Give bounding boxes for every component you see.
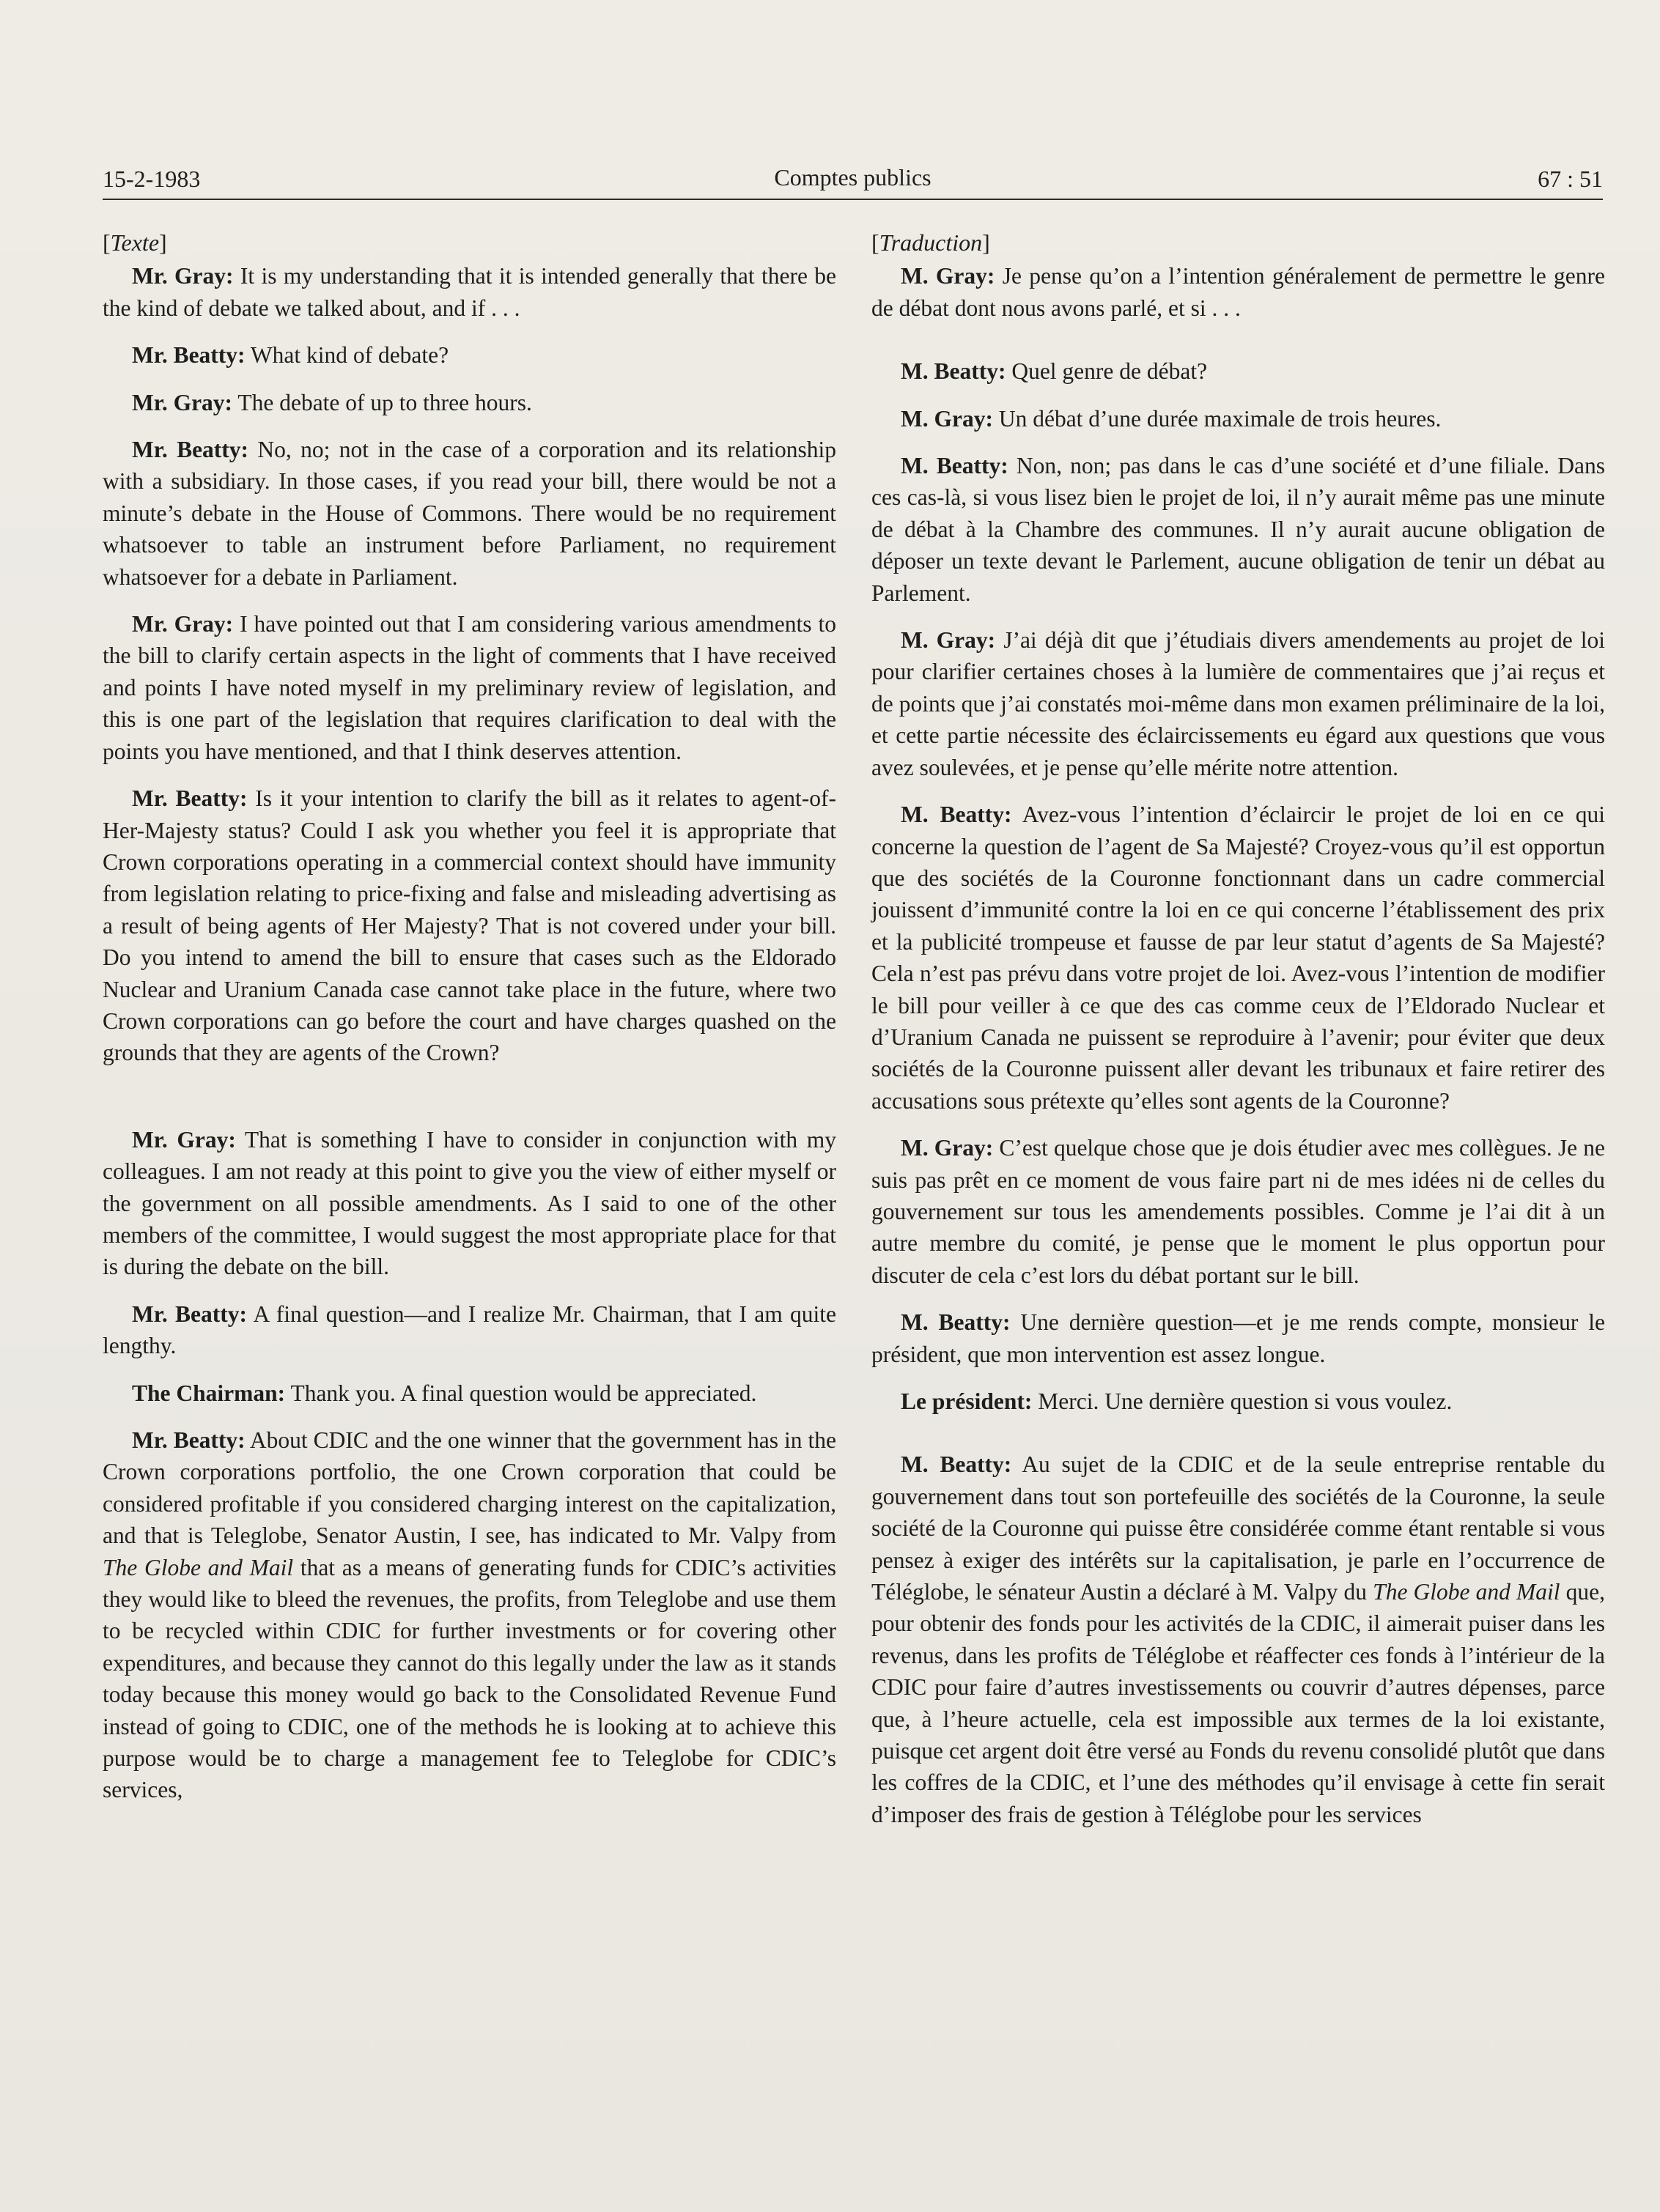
speaker-name: Mr. Beatty: (132, 785, 248, 812)
paragraph (871, 260, 1605, 324)
paragraph (871, 450, 1605, 609)
paragraph-text: Non, non; pas dans le cas d’une société et d’une filiale. Dans ces cas-là, si vous lisez bien le projet de loi, il n’y aurait même pas une minute de débat à la Chambre des communes. Il n’y aurait aucune obligation de déposer un texte devant le Parlement, aucune obligation de tenir un débat au Parlement. (871, 453, 1605, 606)
paragraph-text: A final question—and I realize Mr. Chairman, that I am quite lengthy. (103, 1301, 836, 1359)
paragraph-text: Au sujet de la CDIC et de la seule entreprise rentable du gouvernement dans tout son portefeuille des sociétés de la Couronne, la seule société de la Couronne qui puisse être considérée comme étant rentable si vous pensez à exiger des intérêts sur la capitalisation, je parle en l’occurrence de Téléglobe, le sénateur Austin a déclaré à M. Valpy du (871, 1451, 1605, 1605)
paragraph-text: Un débat d’une durée maximale de trois heures. (998, 405, 1442, 432)
speaker-name: Le président: (901, 1388, 1033, 1414)
paragraph (103, 608, 836, 767)
speaker-name: M. Gray: (901, 405, 993, 432)
spacer (871, 1432, 1605, 1449)
paragraph (871, 1306, 1605, 1370)
speaker-name: M. Beatty: (901, 1309, 1011, 1336)
speaker-name: M. Gray: (901, 627, 996, 654)
spacer (103, 1084, 836, 1124)
paragraph-text: J’ai déjà dit que j’étudiais divers amendements au projet de loi pour clarifier certaines choses à la lumière de commentaires que j’ai reçus et de points que j’ai constatés moi-même dans mon examen préliminaire de la loi, et cette partie nécessite des éclaircissements eu égard aux questions que vous avez soulevées, et je pense qu’elle mérite notre attention. (871, 627, 1605, 780)
speaker-name: M. Beatty: (901, 802, 1012, 828)
paragraph-text: Merci. Une dernière question si vous voulez. (1038, 1388, 1453, 1414)
speaker-name: M. Gray: (901, 263, 995, 289)
newspaper-title: The Globe and Mail (1373, 1579, 1560, 1605)
paragraph (103, 387, 836, 418)
paragraph-text: About CDIC and the one winner that the government has in the Crown corporations portfolio, the one Crown corporation that could be considered profitable if you considered charging interest on the capitalization, and that is Teleglobe, Senator Austin, I see, has indicated to Mr. Valpy from (103, 1427, 836, 1549)
paragraph-text: que, pour obtenir des fonds pour les activités de la CDIC, il aimerait puiser dans les revenus, dans les profits de Téléglobe et réaffecter ces fonds à l’intérieur de la CDIC pour faire d’autres investissements ou couvrir d’autres dépenses, parce que, à l’heure actuelle, cela est impossible aux termes de la loi existante, puisque cet argent doit être versé au Fonds du revenu consolidé plutôt que dans les coffres de la CDIC, et l’une des méthodes qu’il envisage à cette fin serait d’imposer des frais de gestion à Téléglobe pour les services (871, 1579, 1605, 1827)
paragraph-text: What kind of debate? (250, 342, 449, 369)
newspaper-title: The Globe and Mail (103, 1554, 294, 1580)
paragraph (871, 1386, 1605, 1417)
paragraph (871, 355, 1605, 387)
paragraph-text: Thank you. A final question would be appreciated. (290, 1380, 757, 1406)
speaker-name: M. Beatty: (901, 358, 1006, 385)
speaker-name: M. Beatty: (901, 1451, 1012, 1478)
speaker-name: Mr. Beatty: (132, 342, 246, 369)
paragraph (103, 1424, 836, 1806)
paragraph-text: That is something I have to consider in conjunction with my colleagues. I am not ready at this point to give you the view of either myself or the government on all possible amendments. As I said to one of the other members of the committee, I would suggest the most appropriate place for that is during the debate on the bill. (103, 1126, 836, 1280)
paragraph-text: I have pointed out that I am considering various amendments to the bill to clarify certain aspects in the light of comments that I have received and points I have noted myself in my preliminary review of legislation, and this is one part of the legislation that requires clarification to deal with the points you have mentioned, and that I think deserves attention. (103, 611, 837, 764)
paragraph (871, 799, 1605, 1117)
paragraph-text: No, no; not in the case of a corporation and its relationship with a subsidiary. In those cases, if you read your bill, there would be not a minute’s debate in the House of Commons. There would be no requirement whatsoever to table an instrument before Parliament, no requirement whatsoever for a debate in Parliament. (103, 437, 836, 590)
paragraph (103, 339, 836, 371)
english-column (103, 227, 836, 1821)
paragraph (103, 1124, 836, 1283)
header-title: Comptes publics (774, 164, 932, 191)
paragraph-text: It is my understanding that it is intended generally that there be the kind of debate we talked about, and if . . . (103, 263, 837, 321)
paragraph (103, 1377, 836, 1409)
paragraph (103, 434, 836, 593)
paragraph-text: Je pense qu’on a l’intention généralement de permettre le genre de débat dont nous avons parlé, et si . . . (871, 263, 1605, 321)
paragraph-text: C’est quelque chose que je dois étudier avec mes collègues. Je ne suis pas prêt en ce moment de vous faire part ni de mes idées ni de celles du gouvernement sur tous les amendements possibles. Comme je l’ai dit à un autre membre du comité, je pense que le moment le plus opportun pour discuter de cela c’est lors du débat portant sur le bill. (871, 1135, 1605, 1288)
language-label-traduction: [Traduction] (871, 229, 990, 256)
paragraph (871, 1449, 1605, 1830)
header-page-number: 67 : 51 (1538, 166, 1603, 192)
speaker-name: Mr. Beatty: (132, 1427, 246, 1453)
speaker-name: M. Beatty: (901, 453, 1008, 479)
paragraph (871, 403, 1605, 434)
speaker-name: The Chairman: (132, 1380, 286, 1406)
speaker-name: Mr. Gray: (132, 389, 233, 415)
language-label-texte: [Texte] (103, 229, 167, 256)
speaker-name: Mr. Gray: (132, 263, 234, 289)
paragraph-text: Avez-vous l’intention d’éclaircir le projet de loi en ce qui concerne la question de l’agent de Sa Majesté? Croyez-vous qu’il est opportun que des sociétés de la Couronne fonctionnant dans un cadre commercial jouissent d’immunité contre la loi en ce qui concerne l’établissement des prix et la publicité trompeuse et fausse de par leur statut d’agents de Sa Majesté? Cela n’est pas prévu dans votre projet de loi. Avez-vous l’intention de modifier le bill pour veiller à ce que des cas comme ceux de l’Eldorado Nuclear et d’Uranium Canada ne puissent se reproduire à l’avenir; pour éviter que deux sociétés de la Couronne puissent aller devant les tribunaux et faire retirer des accusations sous prétexte qu’elles sont agents de la Couronne? (871, 802, 1606, 1114)
paragraph-text: that as a means of generating funds for CDIC’s activities they would like to bleed the revenues, the profits, from Teleglobe and use them to be recycled within CDIC for further investments or for covering other expenditures, and because they cannot do this legally under the law as it stands today because this money would go back to the Consolidated Revenue Fund instead of going to CDIC, one of the methods he is looking at to achieve this purpose would be to charge a management fee to Teleglobe for CDIC’s services, (103, 1554, 837, 1803)
paragraph-text: Is it your intention to clarify the bill as it relates to agent-of-Her-Majesty status? Could I ask you whether you feel it is appropriate that Crown corporations operating in a commercial context should have immunity from legislation relating to price-fixing and false and misleading advertising as a result of being agents of Her Majesty? That is not covered under your bill. Do you intend to amend the bill to ensure that cases such as the Eldorado Nuclear and Uranium Canada case cannot take place in the future, where two Crown corporations can go before the court and have charges quashed on the grounds that they are agents of the Crown? (103, 785, 836, 1066)
paragraph (871, 624, 1605, 783)
paragraph (103, 1298, 836, 1362)
speaker-name: Mr. Beatty: (132, 437, 249, 463)
paragraph (103, 260, 836, 324)
speaker-name: M. Gray: (901, 1135, 994, 1161)
speaker-name: Mr. Gray: (132, 1126, 236, 1153)
speaker-name: Mr. Beatty: (132, 1301, 247, 1327)
paragraph-text: The debate of up to three hours. (237, 389, 532, 415)
paragraph (871, 1132, 1605, 1291)
paragraph (103, 783, 836, 1069)
speaker-name: Mr. Gray: (132, 611, 234, 637)
spacer (871, 339, 1605, 355)
french-column (871, 227, 1605, 1846)
header-date: 15-2-1983 (103, 166, 201, 192)
paragraph-text: Quel genre de débat? (1011, 358, 1208, 385)
paragraph-text: Une dernière question—et je me rends compte, monsieur le président, que mon intervention est assez longue. (871, 1309, 1606, 1367)
page-header (103, 163, 1603, 200)
